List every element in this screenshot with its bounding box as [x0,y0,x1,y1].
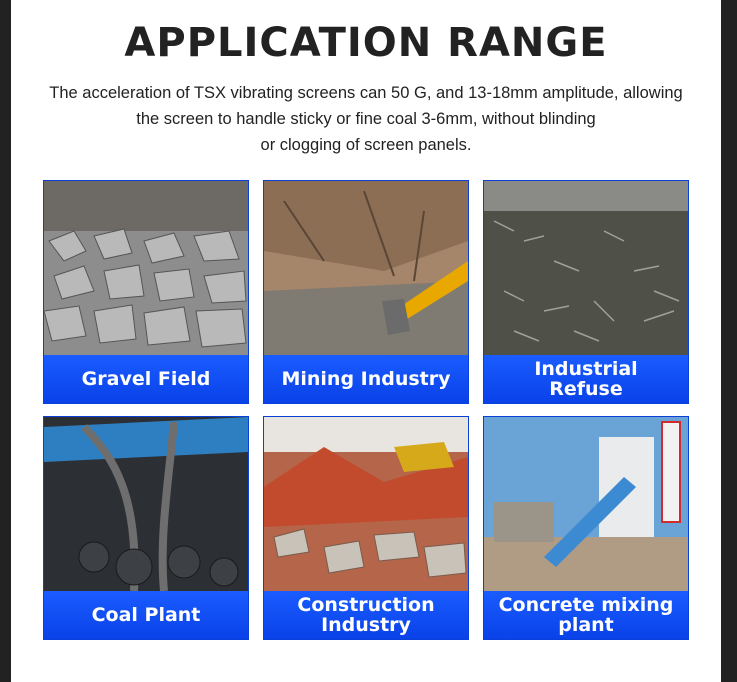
description-line: The acceleration of TSX vibrating screens can 50 G, and 13-18mm amplitude, allowing [49,84,683,102]
card-construction-industry [263,416,469,640]
card-label: Gravel Field [44,355,248,403]
card-concrete-mixing-plant [483,416,689,640]
card-label: Concrete mixing plant [484,591,688,639]
card-label: Industrial Refuse [484,355,688,403]
description-line: the screen to handle sticky or fine coal 3-6mm, without blinding [136,110,596,128]
card-label: Coal Plant [44,591,248,639]
brick-rubble-photo [264,417,468,591]
gravel-photo [44,181,248,355]
metal-scrap-photo [484,181,688,355]
description [31,80,701,158]
card-coal-plant [43,416,249,640]
batching-plant-photo [484,417,688,591]
coal-conveyor-photo [44,417,248,591]
card-label: Mining Industry [264,355,468,403]
excavator-quarry-photo [264,181,468,355]
card-industrial-refuse [483,180,689,404]
description-line: or clogging of screen panels. [260,136,472,154]
card-label: Construction Industry [264,591,468,639]
card-mining-industry [263,180,469,404]
page-title: APPLICATION RANGE [124,20,608,66]
page [11,0,721,682]
card-gravel-field [43,180,249,404]
